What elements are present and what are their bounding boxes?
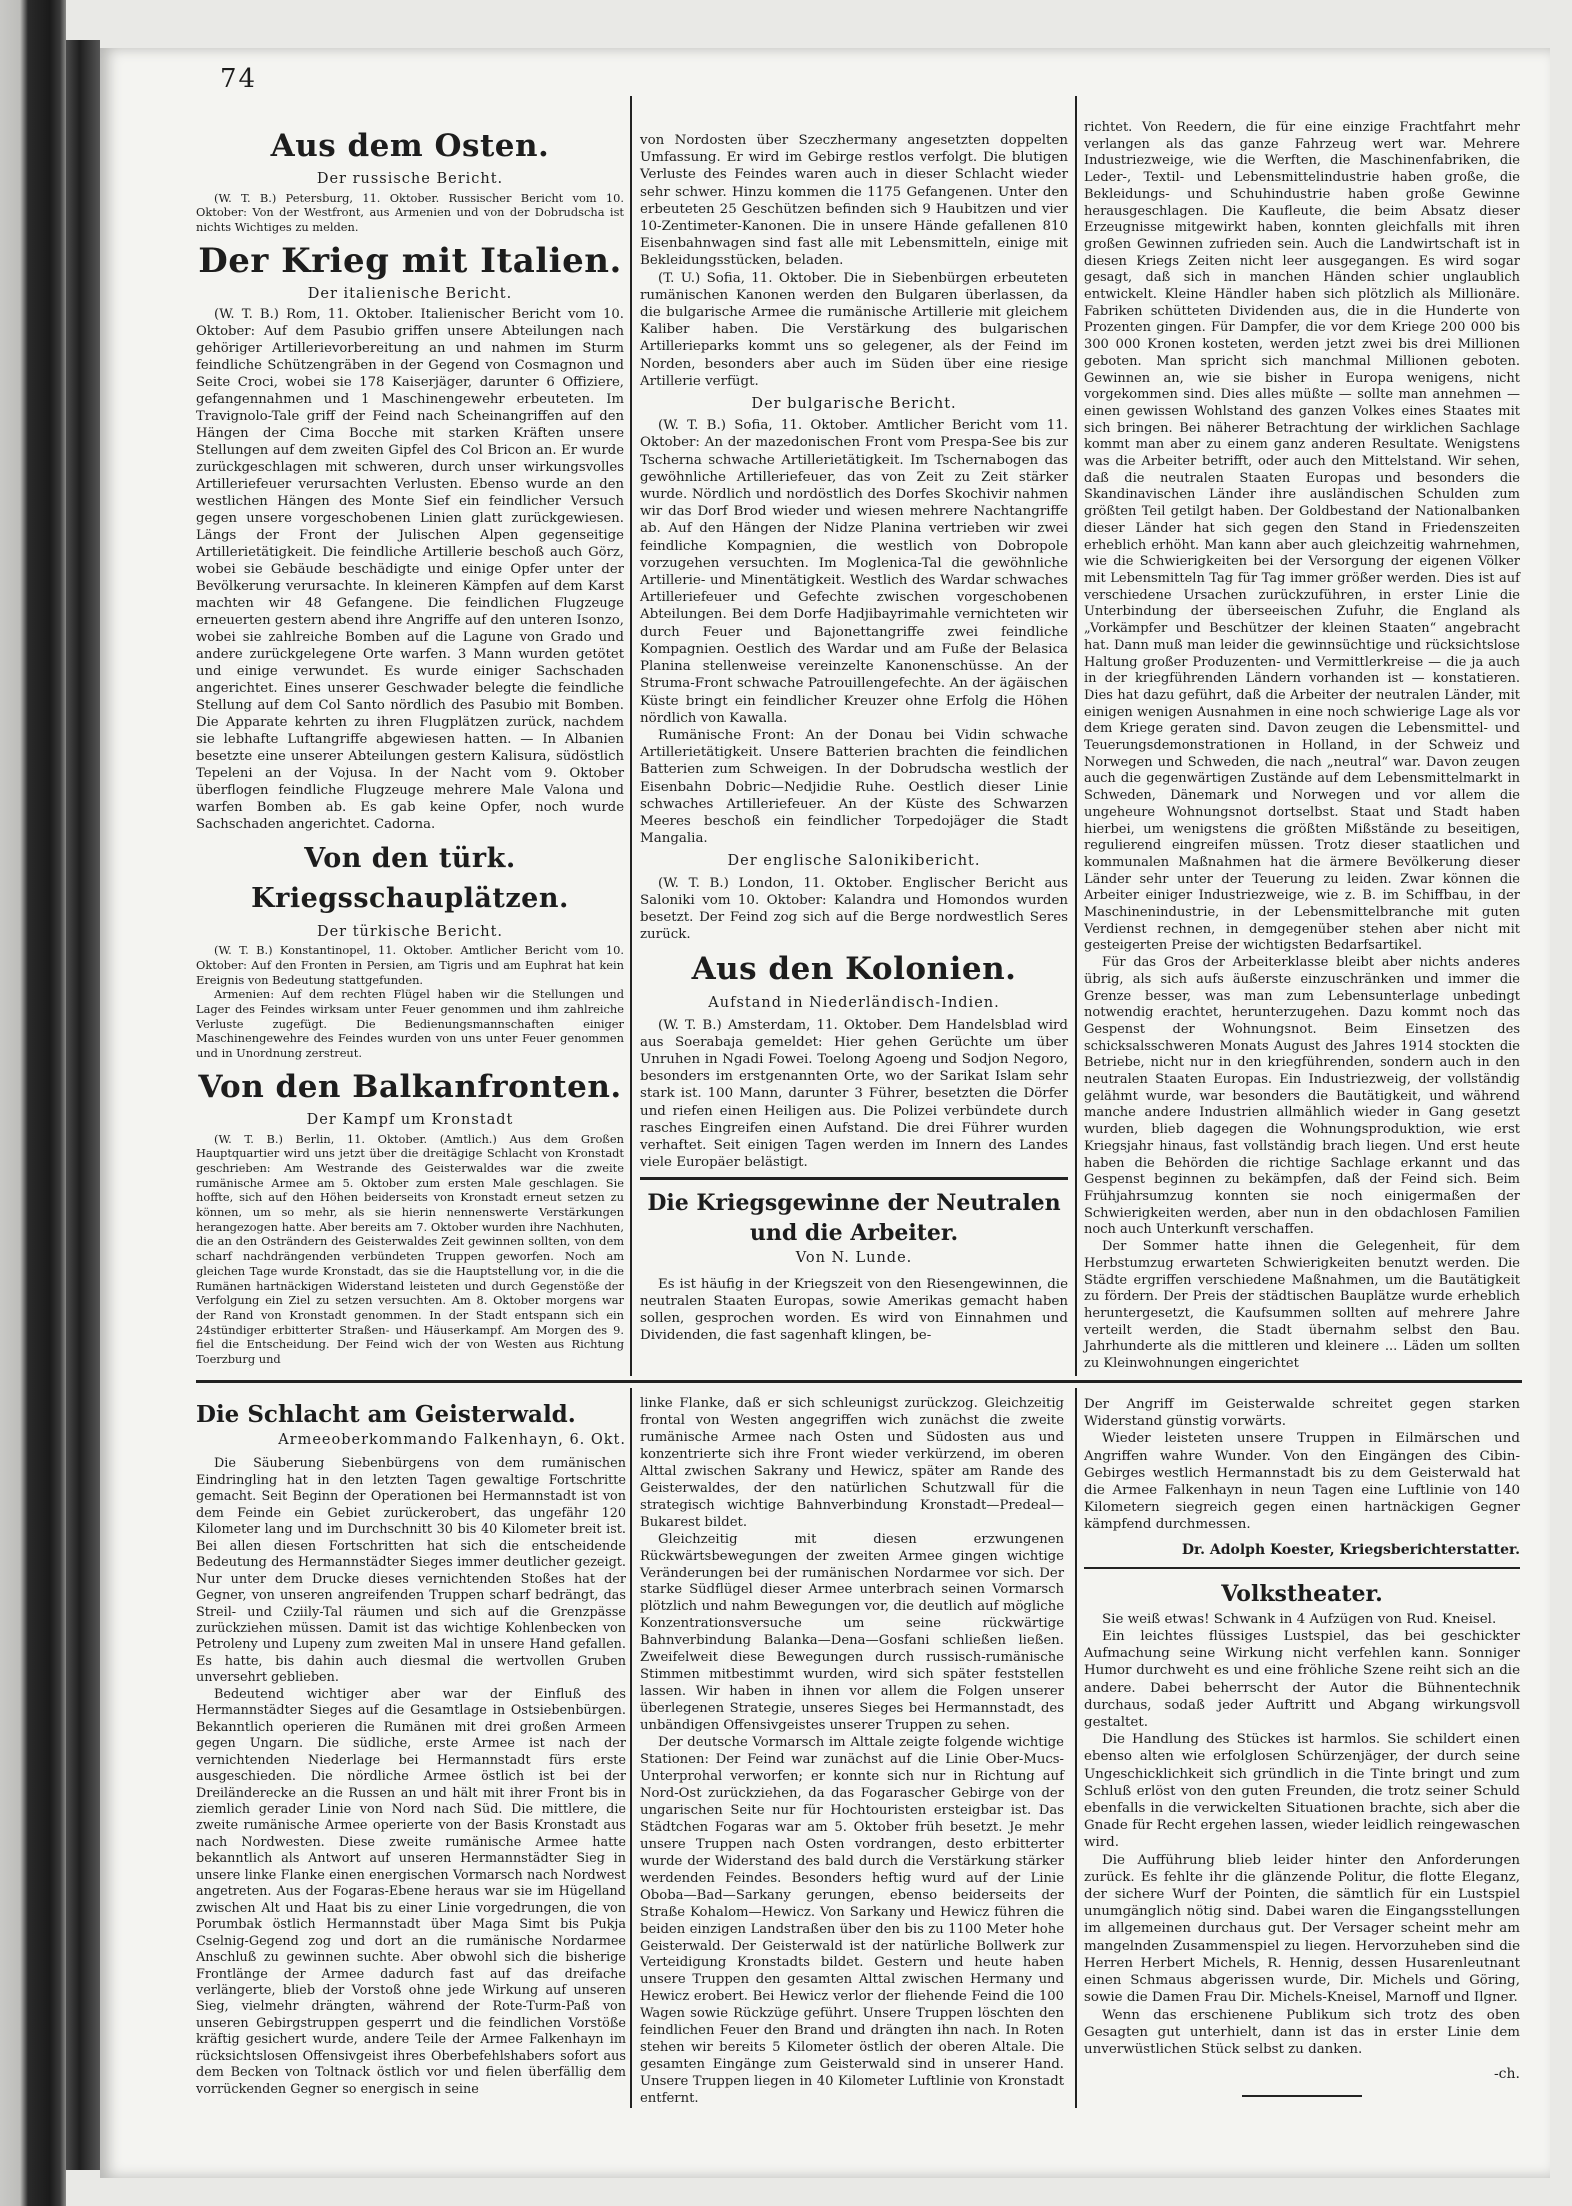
article-geisterwald-1: Die Säuberung Siebenbürgens von dem rumänischen Eindringling hat in den letzten Tagen gewaltige Fortschritte gemacht. Seit Beginn der Operationen bei Hermannstadt ist von dem Feinde ein Gebiet zurückerobert, das ungefähr 120 Kilometer lang und im Durchschnitt 30 bis 40 Kilometer breit ist. Bei allen diesen Fortschritten hat sich die entscheidende Bedeutung des Hermannstädter Sieges immer deutlicher gezeigt. Nur unter dem Drucke dieses vernichtenden Stoßes hat der Gegner, von unseren angreifenden Truppen scharf bedrängt, das Streil- und Cziily-Tal räumen und sich auf die Grenzpässe zurückziehen müssen. Damit ist das wichtige Kohlenbecken von Petroleny und Lupeny zum zweiten Mal in unsere Hand gefallen. Es hatte, bis dahin auch diesmal die wertvollen Gruben unversehrt geblieben.	[196, 1456, 626, 1686]
page-number: 74	[220, 64, 258, 94]
headline-geisterwald: Die Schlacht am Geisterwald.	[196, 1401, 576, 1428]
headline-osten: Aus dem Osten.	[270, 128, 550, 164]
article-volkstheater-5: Wenn das erschienene Publikum sich trotz des oben Gesagten gut unterhielt, dann ist das in erster Linie dem unverwüstlichen Stück selbst zu danken.	[1084, 2007, 1520, 2057]
column-divider-2	[1075, 96, 1077, 1376]
article-kronstadt-cont: von Nordosten über Szeczhermany angesetzten doppelten Umfassung. Er wird im Gebirge restlos verfolgt. Die blutigen Verluste des Feindes waren auch in dieser Schlacht wieder sehr schwer. Hinzu kommen die 1175 Gefangenen. Unter den erbeuteten 25 Geschützen befinden sich 9 Haubitzen und vier 10-Zentimeter-Kanonen. Die in unsere Hände gefallenen 810 Eisenbahnwagen sind fast alle mit Lebensmitteln, einige mit Bekleidungsstücken, beladen.	[640, 133, 1068, 269]
column-1	[196, 120, 624, 1367]
subhead-italian-report: Der italienische Bericht.	[307, 285, 513, 302]
section-divider	[196, 1380, 1522, 1383]
article-russian-report: (W. T. B.) Petersburg, 11. Oktober. Russischer Bericht vom 10. Oktober: Von der Westfront, aus Armenien und von der Dobrudscha ist nichts Wichtiges zu melden.	[196, 190, 624, 235]
signature-koester: Dr. Adolph Koester, Kriegsberichterstatter.	[1181, 1541, 1520, 1558]
headline-kolonien: Aus den Kolonien.	[691, 951, 1017, 988]
author-lunde: Von N. Lunde.	[795, 1250, 913, 1267]
headline-italien: Der Krieg mit Italien.	[198, 240, 622, 281]
article-english-report: (W. T. B.) London, 11. Oktober. Englischer Bericht aus Saloniki vom 10. Oktober: Kalandra und Homondos wurden besetzt. Der Feind zog sich auf die Berge nordwestlich Seres zurück.	[640, 875, 1068, 943]
binding-spine	[66, 40, 100, 2170]
article-turkish-report-2: Armenien: Auf dem rechten Flügel haben wir die Stellungen und Lager des Feindes wirksam unter Feuer genommen und ihm zahlreiche Verluste zugefügt. Die Bedienungsmannschaften einiger Maschinengewehre des Feindes wurden von uns unter Feuer genommen und in Unordnung zerstreut.	[196, 987, 624, 1061]
subhead-falkenhayn: Armeeoberkommando Falkenhayn, 6. Okt.	[278, 1432, 626, 1448]
article-geisterwald-2: Bedeutend wichtiger aber war der Einfluß des Hermannstädter Sieges auf die Gesamtlage in Ostsiebenbürgen. Bekanntlich operieren die Rumänen mit drei großen Armeen gegen Ungarn. Die südliche, erste Armee ist nach der vernichtenden Niederlage bei Hermannstadt fürs erste ausgeschieden. Die nördliche Armee östlich ist bei der Dreiländerecke an die Russen an und hält mit ihrer Front bis in ziemlich gerader Linie von Nord nach Süd. Die mittlere, die zweite rumänische Armee operierte von der Basis Kronstadt aus nach Nordwesten. Diese zweite rumänische Armee hatte bekanntlich als Antwort auf unseren Hermannstädter Sieg in unsere linke Flanke einen energischen Vormarsch nach Nordwest angetreten. Aus der Fogaras-Ebene heraus war sie im Hügelland zwischen Alt und Haat bis zu einer Linie vorgedrungen, die von Porumbak östlich Hermannstadt über Maga Simt bis Pukja Cselnig-Gegend zog und dort an die rumänische Nordarmee Anschluß zu gewinnen suchte. Aber obwohl sich die bisherige Frontlänge der Armee dadurch fast auf das dreifache verlängerte, blieb der Vorstoß ohne jede Wirkung auf unseren Sieg, vielmehr drängten, während der Rote-Turm-Paß von unseren Gebirgstruppen gesperrt und die feindlichen Vorstöße kräftig gesichert wurde, andere Teile der Armee Falkenhayn im rücksichtslosen Offensivgeist ihres Oberbefehlshabers sofort aus dem Becken von Toltnack östlich vor und fielen überfällig dem vorrückenden Gegner so energisch in seine	[196, 1686, 626, 2097]
lower-column-1	[196, 1392, 626, 2098]
subhead-kronstadt: Der Kampf um Kronstadt	[306, 1111, 514, 1128]
subhead-english-report: Der englische Salonikibericht.	[727, 853, 981, 870]
rule-kriegsgewinne	[640, 1177, 1068, 1180]
article-italian-report: (W. T. B.) Rom, 11. Oktober. Italienischer Bericht vom 10. Oktober: Auf dem Pasubio griffen unsere Abteilungen nach gehöriger Artillerievorbereitung an und nahmen im Sturm feindliche Schützengräben in der Gegend von Cosmagnon und Seite Croci, wobei sie 178 Kaiserjäger, darunter 6 Offiziere, gefangennahmen und 1 Maschinengewehr erbeuteten. Im Travignolo-Tale griff der Feind nach Scheinangriffen auf den Hängen der Cima Bocche mit starken Kräften unsere Stellungen auf dem zweiten Gipfel des Col Bricon an. Er wurde zurückgeschlagen mit schweren, durch unser wirkungsvolles Artilleriefeuer verursachten Verlusten. Ebenso wurde an den westlichen Hängen des Monte Sief ein feindlicher Versuch gegen unsere vorgeschobenen Linien glatt zurückgewiesen. Längs der Front der Julischen Alpen gegenseitige Artillerietätigkeit. Die feindliche Artillerie beschoß auch Görz, wobei sie Gebäude beschädigte und einige Opfer unter der Bevölkerung verursachte. In kleineren Kämpfen auf dem Karst machten wir 48 Gefangene. Die feindlichen Flugzeuge erneuerten gestern abend ihre Angriffe auf den unteren Isonzo, wobei sie zahlreiche Bomben auf die Lagune von Grado und andere zurückgelegene Orte warfen. 3 Mann wurden getötet und einige verwundet. Es wurde einiger Sachschaden angerichtet. Eines unserer Geschwader belegte die feindliche Stellung auf dem Col Santo nördlich des Pasubio mit Bomben. Die Apparate kehrten zu ihren Flugplätzen zurück, nachdem sie lebhafte Luftangriffe abgewiesen hatten. — In Albanien besetzte eine unserer Abteilungen gestern Kalisura, südöstlich Tepeleni an der Vojusa. In der Nacht vom 9. Oktober überflogen feindliche Flugzeuge mehrere Male Valona und warfen Bomben ab. Es gab keine Opfer, noch wurde Sachschaden angerichtet. Cadorna.	[196, 306, 624, 832]
column-3	[1084, 120, 1520, 1373]
signature-volkstheater: -ch.	[1493, 2066, 1520, 2083]
article-bulgarian-report: (W. T. B.) Sofia, 11. Oktober. Amtlicher Bericht vom 11. Oktober: An der mazedonischen Front vom Prespa-See bis zur Tscherna schwache Artillerietätigkeit. Im Tschernabogen das gewöhnliche Artilleriefeuer, das von Zeit zu Zeit stärker wurde. Nördlich und nordöstlich des Dorfes Skochivir nahmen wir das Dorf Brod wieder und wiesen mehrere Nachtangriffe ab. Auf den Hängen der Nidze Planina vertrieben wir zwei feindliche Kompagnien, die westlich von Dobropole vorzugehen versuchten. Im Moglenica-Tal die gewöhnliche Artillerie- und Minentätigkeit. Westlich des Wardar schwaches Artilleriefeuer und Gefechte zwischen vorgeschobenen Abteilungen. Bei dem Dorfe Hadjibayrimahle vernichteten wir durch Feuer und Bajonettangriffe zwei feindliche Kompagnien. Oestlich des Wardar und am Fuße der Belasica Planina stellenweise vereinzelte Kanonenschüsse. An der Struma-Front schwache Patrouillengefechte. An der ägäischen Küste bringt ein feindlicher Kreuzer ohne Erfolg die Höhen nördlich von Kawalla.	[640, 418, 1068, 726]
lower-divider-2	[1075, 1388, 1077, 2108]
headline-kriegsgewinne: Die Kriegsgewinne der Neutralen und die Arbeiter.	[647, 1190, 1061, 1247]
book-binding	[0, 0, 66, 2206]
article-volkstheater-1: Sie weiß etwas! Schwank in 4 Aufzügen von Rud. Kneisel.	[1102, 1611, 1497, 1627]
article-kriegsgewinne-cont-3: Der Sommer hatte ihnen die Gelegenheit, für dem Herbstumzug erwarteten Schwierigkeiten benutzt werden. Die Städte ergriffen verschiedene Maßnahmen, um die Bautätigkeit zu fördern. Der Preis der städtischen Bauplätze wurde erheblich heruntergesetzt, die Kaufsummen sollten auf mehrere Jahre verteilt werden, die Stadt übernahm selbst den Bau. Jahrhunderte als die mittleren und kleinere ... Läden um sollten zu Kleinwohnungen eingerichtet	[1084, 1239, 1520, 1372]
article-geisterwald-6: Der Angriff im Geisterwalde schreitet gegen starken Widerstand günstig vorwärts.	[1084, 1397, 1520, 1430]
subhead-indien: Aufstand in Niederländisch-Indien.	[708, 995, 1000, 1012]
lower-column-3	[1084, 1396, 1520, 2097]
article-geisterwald-7: Wieder leisteten unsere Truppen in Eilmärschen und Angriffen wahre Wunder. Von den Eingängen des Cibin-Gebirges westlich Hermannstadt bis zu dem Geisterwald hat die Armee Falkenhayn in neun Tagen eine Luftlinie von 140 Kilometern siegreich gegen einen hartnäckigen Gegner kämpfend durchmessen.	[1084, 1431, 1520, 1533]
end-rule	[1242, 2095, 1362, 2097]
article-volkstheater-4: Die Aufführung blieb leider hinter den Anforderungen zurück. Es fehlte ihr die glänzende Politur, die flotte Eleganz, der sichere Wurf der Pointen, die sämtlich für ein Lustspiel unumgänglich nötig sind. Dabei waren die Eingangsstellungen im allgemeinen durchaus gut. Der Versager scheint mehr am mangelnden Zusammenspiel zu liegen. Hervorzuheben sind die Herren Herbert Michels, R. Hennig, dessen Husarenleutnant einen Schmaus abgerissen wurde, Dir. Michels und Göring, sowie die Damen Frau Dir. Michels-Kneisel, Marnoff und Ilgner.	[1084, 1852, 1520, 2006]
rule-volkstheater	[1084, 1567, 1520, 1569]
article-geisterwald-5: Der deutsche Vormarsch im Alttale zeigte folgende wichtige Stationen: Der Feind war zunächst auf die Linie Ober-Mucs-Unterprohal verworfen; er konnte sich nur in Richtung auf Nord-Ost zurückziehen, da das Fogarascher Gebirge von der ungarischen Seite nur für Hochtouristen ersteigbar ist. Das Städtchen Fogaras war am 5. Oktober früh besetzt. Je mehr unsere Truppen nach Osten vordrangen, desto erbitterter wurde der Widerstand des bald durch die Verstärkung stärker werdenden Feindes. Besonders heftig wurd auf der Linie Oboba—Bad—Sarkany gerungen, ebenso beiderseits der Straße Kohalom—Hewicz. Von Sarkany und Hewicz führen die beiden einzigen Landstraßen über den bis zu 1100 Meter hohe Geisterwald. Der Geisterwald ist der natürliche Bollwerk zur Verteidigung Kronstadts bildet. Gestern und heute haben unsere Truppen den gesamten Alttal zwischen Hermany und Hewicz erobert. Bei Hewicz verlor der fliehende Feind die 100 Wagen sowie Rückzüge geführt. Unsere Truppen löschten den feindlichen Feuer den Brand und drängten ihn nach. In Roten stehen wir bereits 5 Kilometer östlich der oberen Altale. Die gesamten Eingänge zum Geisterwald sind in unserer Hand. Unsere Truppen liegen in 40 Kilometer Luftlinie von Kronstadt entfernt.	[640, 1735, 1064, 2107]
article-volkstheater-3: Die Handlung des Stückes ist harmlos. Sie schildert einen ebenso alten wie erfolglosen Schürzenjäger, der durch seine Ungeschicklichkeit sich gründlich in die Tinte bringt und zum Schluß erlöst von den guten Freunden, die trotz seiner Schuld ebenfalls in die verwickelten Situationen brachte, sich aber die Gnade für Recht ergehen lassen, wieder leidlich reingewaschen wird.	[1084, 1732, 1520, 1851]
subhead-turkish-report: Der türkische Bericht.	[316, 923, 504, 940]
article-kriegsgewinne-cont-2: Für das Gros der Arbeiterklasse bleibt aber nichts anderes übrig, als sich aufs äußerste einzuschränken und immer die Grenze besser, was man zum Lebensunterlage unbedingt notwendig erachtet, herunterzugehen. Dazu kommt noch das Gespenst der Wohnungsnot. Beim Einsetzen des schicksalsschweren Monats August des Jahres 1914 stockten die Betriebe, nicht nur in den kriegführenden, sondern auch in den neutralen Staaten Europas. Ein Industriezweig, der vollständig gelähmt wurde, war besonders die Bautätigkeit, und während manche andere Industrien allmählich wieder in Gang gesetzt wurden, blieb dagegen die Wohnungsproduktion, wie erst Kriegsjahr hinaus, fast vollständig brach liegen. Und erst heute haben die Behörden die richtige Sachlage erkannt und das Gespenst beginnen zu bekämpfen, daß der Feind sich. Beim Frühjahrsumzug konnten sie noch einigermaßen der Schwierigkeiten werden, aber nun in den obdachlosen Familien noch auch Unterkunft verschaffen.	[1084, 955, 1520, 1238]
subhead-russian-report: Der russische Bericht.	[316, 171, 504, 187]
article-geisterwald-4: Gleichzeitig mit diesen erzwungenen Rückwärtsbewegungen der zweiten Armee gingen wichtige Veränderungen bei der rumänischen Nordarmee vor sich. Der starke Südflügel dieser Armee unterbrach seinen Vormarsch plötzlich und nahm Bewegungen vor, die deutlich auf mögliche Konzentrationsversuche um seine rückwärtige Bahnverbindung Balanka—Dena—Gosfani schließen ließen. Zweifelweit diese Bewegungen durch russisch-rumänische Stimmen mitbestimmt wurden, wird sich später feststellen lassen. Wir haben in ihnen vor allem die Folgen unserer überlegenen Strategie, unseres Sieges bei Hermannstadt, des unbändigen Offensivgeistes unserer Truppen zu sehen.	[640, 1531, 1064, 1734]
article-turkish-report-1: (W. T. B.) Konstantinopel, 11. Oktober. Amtlicher Bericht vom 10. Oktober: Auf den Fronten in Persien, am Tigris und am Euphrat hat kein Ereignis von Bedeutung stattgefunden.	[196, 943, 624, 987]
headline-balkan: Von den Balkanfronten.	[198, 1068, 622, 1105]
article-romanian-front: Rumänische Front: An der Donau bei Vidin schwache Artillerietätigkeit. Unsere Batterien brachten die feindlichen Batterien zum Schweigen. In der Dobrudscha westlich der Eisenbahn Dobric—Nedjidie Ruhe. Oestlich dieser Linie schwaches Artilleriefeuer. An der Küste des Schwarzen Meeres beschoß ein feindlicher Torpedojäger die Stadt Mangalia.	[640, 727, 1068, 847]
lower-divider-1	[630, 1388, 632, 2108]
lower-column-2	[640, 1396, 1064, 2108]
article-kriegsgewinne-1: Es ist häufig in der Kriegszeit von den Riesengewinnen, die neutralen Staaten Europas, sowie Amerikas gemacht haben sollen, gesprochen worden. Es wird von Einnahmen und Dividenden, die fast sagenhaft klingen, be-	[640, 1276, 1068, 1344]
article-indien: (W. T. B.) Amsterdam, 11. Oktober. Dem Handelsblad wird aus Soerabaja gemeldet: Hier gehen Gerüchte um über Unruhen in Ngadi Fowei. Toelong Agoeng und Sodjon Negoro, besonders im erstgenannten Orte, wo der Sarikat Islam sehr stark ist. 100 Mann, darunter 3 Führer, besetzten die Dörfer und riefen einen Heiligen aus. Die Polizei verbündete durch rasches Eingreifen einen Aufstand. Die drei Führer wurden verhaftet. Seit einigen Tagen werden im Innern des Landes viele Europäer belästigt.	[640, 1017, 1068, 1171]
headline-tuerk: Von den türk. Kriegsschauplätzen.	[251, 842, 569, 914]
article-kriegsgewinne-cont-1: richtet. Von Reedern, die für eine einzige Frachtfahrt mehr verlangen als das ganze Fahrzeug wert war. Mehrere Industriezweige, wie die Werften, die Maschinenfabriken, die Leder-, Textil- und Lebensmittelindustrie haben große, die Bekleidungs- und Schuhindustrie haben große Gewinne herausgeschlagen. Die Kaufleute, die beim Absatz dieser Erzeugnisse mitgewirkt haben, konnten gleichfalls mit ihren großen Gewinnen zufrieden sein. Auch die Landwirtschaft ist in diesen Kriegs Zeiten nicht leer ausgegangen. Es wird sogar gesagt, daß sich in manchen Händen schier unglaublich entwickelt. Kleine Händler haben sich plötzlich als Millionäre. Fabriken schütteten Dividenden aus, die in die Hunderte von Prozenten gingen. Für Dampfer, die vor dem Kriege 200 000 bis 300 000 Kronen kosteten, werden jetzt zwei bis drei Millionen geboten. Man spricht sich manchmal Millionen geboten. Gewinnen an, wie sie bisher in Europa wenigens, nicht vorgekommen sind. Dies alles müßte — sollte man annehmen — einen gewissen Wohlstand des ganzen Volkes eines Staates mit sich bringen. Bei näherer Betrachtung der wirklichen Sachlage kommt man aber zu einem ganz anderen Resultate. Wenigstens was die Arbeiter betrifft, oder auch den Mittelstand. Wir sehen, daß die neutralen Staaten Europas und besonders die Skandinavischen Länder ihre ausländischen Schulden zum größten Teil getilgt haben. Der Goldbestand der Nationalbanken dieser Länder hat sich gegen den Stand in Friedenszeiten erheblich erhöht. Man kann aber auch gleichzeitig wahrnehmen, wie die Schwierigkeiten bei der Versorgung der eigenen Völker mit Lebensmitteln Tag für Tag immer größer werden. Dies ist auf verschiedene Ursachen zurückzuführen, in erster Linie die Unterbindung der überseeischen Zufuhr, die England als „Vorkämpfer und Beschützer der kleinen Staaten“ angebracht hat. Dann muß man leider die gewinnsüchtige und rücksichtslose Haltung großer Produzenten- und Vermittlerkreise — die ja auch in der kriegführenden Ländern vorhanden ist — konstatieren. Dies hat dazu geführt, daß die Arbeiter der neutralen Länder, mit einigen wenigen Ausnahmen in eine noch schwierige Lage als vor dem Kriege geraten sind. Davon zeugen die Lebensmittel- und Teuerungsdemonstrationen in Holland, in der Schweiz und Norwegen und Schweden, die nach „neutral“ war. Davon zeugen auch die gegenwärtigen Zustände auf dem Lebensmittelmarkt in Schweden, Dänemark und Norwegen und vor allem die ungeheure Wohnungsnot dortselbst. Staat und Stadt haben hierbei, um wenigstens die größten Mißstände zu beseitigen, regulierend eingreifen müssen. Trotz dieser staatlichen und kommunalen Maßnahmen hat die ärmere Bevölkerung dieser Länder sehr unter der Teuerung zu leiden. Zwar können die Arbeiter einiger Industriezweige, wie z. B. im Schiffbau, in der Maschinenindustrie, in der Lebensmittelbranche mit guten Verdienst rechnen, in demgegenüber stehen aber nicht mit gesteigerten Preise der wichtigsten Bedarfsartikel.	[1084, 120, 1520, 954]
newspaper-page	[100, 48, 1550, 2178]
article-kronstadt: (W. T. B.) Berlin, 11. Oktober. (Amtlich.) Aus dem Großen Hauptquartier wird uns jetzt über die dreitägige Schlacht von Kronstadt geschrieben: Am Westrande des Geisterwaldes war die zweite rumänische Armee am 5. Oktober zum ersten Male geschlagen. Sie hoffte, sich auf den Höhen beiderseits von Kronstadt erneut setzen zu können, um so mehr, als sie hierin nennenswerte Verstärkungen herangezogen hatte. Aber bereits am 7. Oktober wurden ihre Nachhuten, die an den Osträndern des Geisterwaldes Zeit gewinnen sollten, von dem scharf nachdrängenden verbündeten Truppen geworfen. Noch am gleichen Tage wurde Kronstadt, das sie die Hauptstellung vor, in die die Rumänen hartnäckigen Widerstand leisteten und durch Gegenstöße der Verfolgung ein Ziel zu setzen versuchten. Am 8. Oktober morgens war der Rand von Kronstadt genommen. In der Stadt entspann sich ein 24stündiger erbitterter Straßen- und Häuserkampf. Am Morgen des 9. fiel die Entscheidung. Der Feind wich der von Westen aus Richtung Toerzburg und	[196, 1131, 624, 1367]
column-2	[640, 132, 1068, 1344]
article-volkstheater-2: Ein leichtes flüssiges Lustspiel, das bei geschickter Aufmachung seine Wirkung nicht verfehlen kann. Sonniger Humor durchweht es und eine fröhliche Szene reiht sich an die andere. Dabei beherrscht der Autor die Bühnentechnik durchaus, sodaß jeder Auftritt und Abgang wirkungsvoll gestaltet.	[1084, 1629, 1520, 1731]
article-sofia-1: (T. U.) Sofia, 11. Oktober. Die in Siebenbürgen erbeuteten rumänischen Kanonen werden den Bulgaren überlassen, da die bulgarische Armee die rumänische Artillerie mit gleichem Kaliber haben. Die Verstärkung des bulgarischen Artillerieparks kommt uns so gelegener, als der Feind im Norden, besonders aber auch im Süden über eine riesige Artillerie verfügt.	[640, 270, 1068, 389]
subhead-bulgarian-report: Der bulgarische Bericht.	[751, 396, 957, 413]
article-geisterwald-3: linke Flanke, daß er sich schleunigst zurückzog. Gleichzeitig frontal von Westen angegriffen wich zunächst die zweite rumänische Armee nach Osten und Südosten aus und konzentrierte sich ihre Front wieder verkürzend, im oberen Alttal zwischen Sakrany und Hewicz, später am Rande des Geisterwaldes, der den natürlichen Schutzwall für die strategisch wichtige Bahnverbindung Kronstadt—Predeal—Bukarest bildet.	[640, 1396, 1064, 1530]
headline-volkstheater: Volkstheater.	[1221, 1580, 1383, 1607]
column-divider-1	[630, 96, 632, 1376]
